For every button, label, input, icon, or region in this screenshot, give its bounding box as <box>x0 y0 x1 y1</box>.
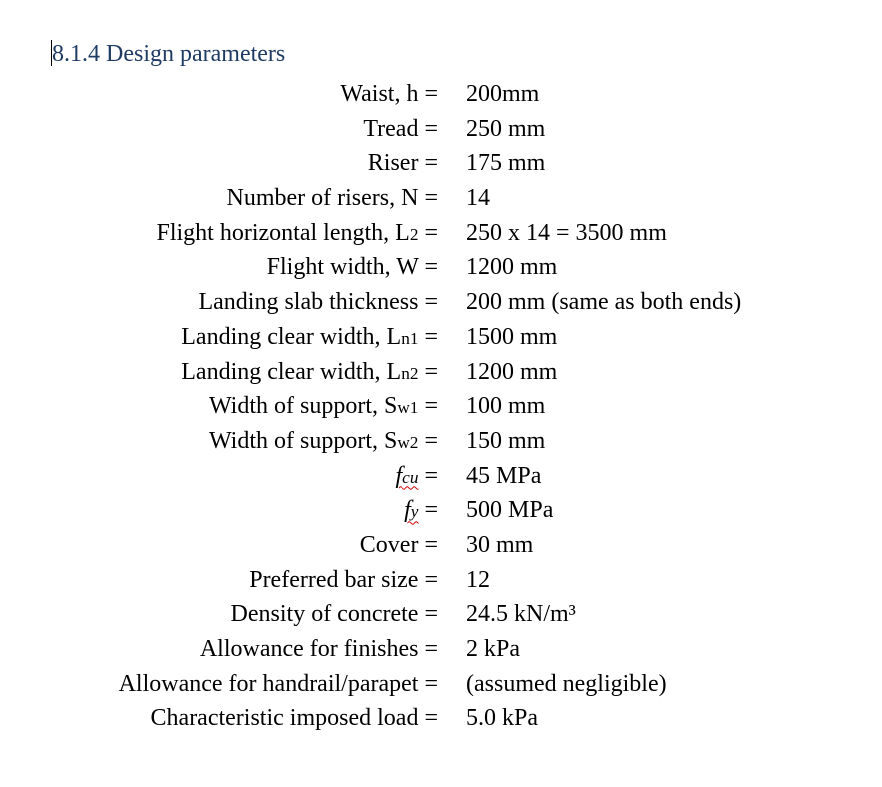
parameter-label: Waist, h = <box>340 81 438 107</box>
parameter-label: Landing clear width, Ln1 = <box>181 323 438 350</box>
parameter-row <box>0 528 882 563</box>
section-heading: 8.1.4 Design parameters <box>52 41 286 67</box>
parameter-value: 30 mm <box>466 531 534 558</box>
parameter-value: 1500 mm <box>466 323 558 350</box>
parameter-value: 12 <box>466 566 490 593</box>
parameter-row <box>0 320 882 355</box>
parameter-row <box>0 146 882 181</box>
parameter-row <box>0 493 882 528</box>
parameter-label: Cover = <box>359 531 438 558</box>
parameter-value: 24.5 kN/m³ <box>466 601 576 628</box>
parameter-row <box>0 563 882 598</box>
parameter-label: fy = <box>404 497 438 524</box>
spellcheck-flagged-symbol: fy <box>404 497 419 524</box>
parameter-subscript: 2 <box>409 224 419 244</box>
parameter-row <box>0 389 882 424</box>
parameter-value: 1200 mm <box>466 254 558 281</box>
parameter-value: 5.0 kPa <box>466 705 538 732</box>
parameter-value: 100 mm <box>466 393 546 420</box>
parameter-value: 200mm <box>466 81 540 107</box>
parameter-subscript: n2 <box>401 363 419 383</box>
parameter-row <box>0 77 882 112</box>
parameter-label: Number of risers, N = <box>226 185 438 212</box>
parameter-subscript: n1 <box>401 328 419 348</box>
parameter-label: Landing clear width, Ln2 = <box>181 358 438 385</box>
parameter-value: 45 MPa <box>466 462 542 489</box>
parameter-row <box>0 250 882 285</box>
parameter-row <box>0 355 882 390</box>
parameter-label: Preferred bar size = <box>249 566 438 593</box>
parameter-row <box>0 667 882 702</box>
parameter-value: 150 mm <box>466 427 546 454</box>
parameter-label: fcu = <box>395 462 438 489</box>
parameter-row <box>0 632 882 667</box>
parameter-value: (assumed negligible) <box>466 670 667 697</box>
parameter-row <box>0 181 882 216</box>
parameter-row <box>0 597 882 632</box>
parameter-row <box>0 701 882 736</box>
parameter-value: 500 MPa <box>466 497 554 524</box>
parameter-row <box>0 112 882 147</box>
parameter-value: 175 mm <box>466 150 546 177</box>
parameter-label: Tread = <box>363 115 438 142</box>
parameter-value: 200 mm (same as both ends) <box>466 289 742 316</box>
parameter-label: Density of concrete = <box>230 601 438 628</box>
parameter-label: Characteristic imposed load = <box>150 705 438 732</box>
parameter-label: Allowance for handrail/parapet = <box>118 670 438 697</box>
parameter-value: 1200 mm <box>466 358 558 385</box>
parameter-row <box>0 424 882 459</box>
parameter-subscript: w2 <box>397 432 419 452</box>
parameter-row <box>0 285 882 320</box>
parameter-label: Width of support, Sw1 = <box>208 393 438 420</box>
design-parameters-list <box>0 77 882 736</box>
parameter-value: 250 x 14 = 3500 mm <box>466 219 667 246</box>
parameter-value: 2 kPa <box>466 636 520 662</box>
parameter-row <box>0 459 882 494</box>
parameter-subscript: w1 <box>397 398 419 418</box>
parameter-label: Flight horizontal length, L2 = <box>156 219 438 246</box>
parameter-label: Landing slab thickness = <box>198 289 438 316</box>
parameter-label: Riser = <box>367 150 438 177</box>
parameter-row <box>0 216 882 251</box>
parameter-label: Allowance for finishes = <box>199 636 438 662</box>
spellcheck-flagged-symbol: fcu <box>395 462 419 489</box>
parameter-label: Width of support, Sw2 = <box>208 427 438 454</box>
parameter-value: 250 mm <box>466 115 546 142</box>
parameter-value: 14 <box>466 185 490 212</box>
parameter-label: Flight width, W = <box>266 254 438 281</box>
